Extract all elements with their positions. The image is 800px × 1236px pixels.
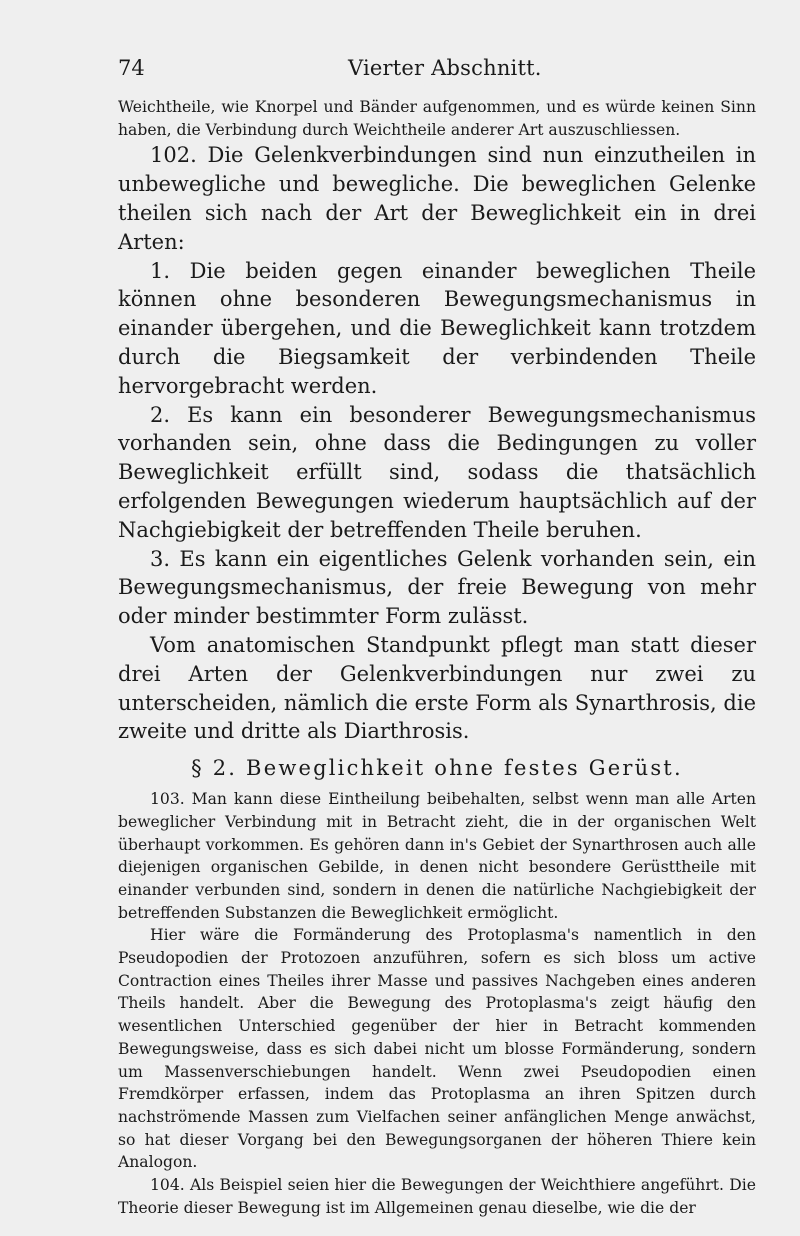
paragraph-item-1: 1. Die beiden gegen einander beweglichen Theile können ohne besonderen Bewegungsmechanismus in einander übergehen, und die Beweglichkeit kann trotzdem durch die Biegsamkeit der verbindenden Theile hervorgebracht werden. xyxy=(118,258,756,398)
large-text-block xyxy=(118,141,756,746)
paragraph-104: 104. Als Beispiel seien hier die Bewegungen der Weichthiere angeführt. Die Theorie dieser Bewegung ist im Allgemeinen genau dieselbe, wie die der xyxy=(118,1176,756,1217)
paragraph-103: 103. Man kann diese Eintheilung beibehalten, selbst wenn man alle Arten beweglicher Verbindung mit in Betracht zieht, die in der organischen Welt überhaupt vorkommen. Es gehören dann in's Gebiet der Synarthrosen auch alle diejenigen organischen Gebilde, in denen nicht besondere Gerüsttheile mit einander verbunden sind, sondern in denen die natürliche Nachgiebigkeit der betreffenden Substanzen die Beweglichkeit ermöglicht. xyxy=(118,790,756,922)
paragraph-anatomical-view: Vom anatomischen Standpunkt pflegt man statt dieser drei Arten der Gelenkverbindungen nur zwei zu unterscheiden, nämlich die erste Form als Synarthrosis, die zweite und dritte als Diarthrosis. xyxy=(118,632,756,744)
page-body xyxy=(118,96,756,1220)
paragraph-protoplasma: Hier wäre die Formänderung des Protoplasma's namentlich in den Pseudopodien der Protozoen anzuführen, sofern es sich bloss um active Contraction eines Theiles ihrer Masse und passives Nachgeben eines anderen Theils handelt. Aber die Bewegung des Protoplasma's zeigt häufig den wesentlichen Unterschied gegenüber der hier in Betracht kommenden Bewegungsweise, dass es sich dabei nicht um blosse Formänderung, sondern um Massenverschiebungen handelt. Wenn zwei Pseudopodien einen Fremdkörper erfassen, indem das Protoplasma an ihren Spitzen durch nachströmende Massen zum Vielfachen seiner anfänglichen Menge anwächst, so hat dieser Vorgang bei den Bewegungsorganen der höheren Thiere kein Analogon. xyxy=(118,926,756,1172)
section-heading: § 2. Beweglichkeit ohne festes Gerüst. xyxy=(191,756,683,781)
small-text-block xyxy=(118,788,756,1219)
page-number: 74 xyxy=(118,56,145,80)
paragraph-102: 102. Die Gelenkverbindungen sind nun einzutheilen in unbewegliche und bewegliche. Die beweglichen Gelenke theilen sich nach der Art der Beweglichkeit ein in drei Arten: xyxy=(118,143,756,254)
paragraph-item-2: 2. Es kann ein besonderer Bewegungsmechanismus vorhanden sein, ohne dass die Bedingungen zu voller Beweglichkeit erfüllt sind, sodass die thatsächlich erfolgenden Bewegungen wiederum hauptsächlich auf der Nachgiebigkeit der betreffenden Theile beruhen. xyxy=(118,402,756,542)
running-title: Vierter Abschnitt. xyxy=(348,56,542,80)
page-header xyxy=(118,56,738,86)
paragraph-item-3: 3. Es kann ein eigentliches Gelenk vorhanden sein, ein Bewegungsmechanismus, der freie Bewegung von mehr oder minder bestimmter Form zulässt. xyxy=(118,546,756,629)
intro-paragraph: Weichtheile, wie Knorpel und Bänder aufgenommen, und es würde keinen Sinn haben, die Verbindung durch Weichtheile anderer Art auszuschliessen. xyxy=(118,98,756,139)
